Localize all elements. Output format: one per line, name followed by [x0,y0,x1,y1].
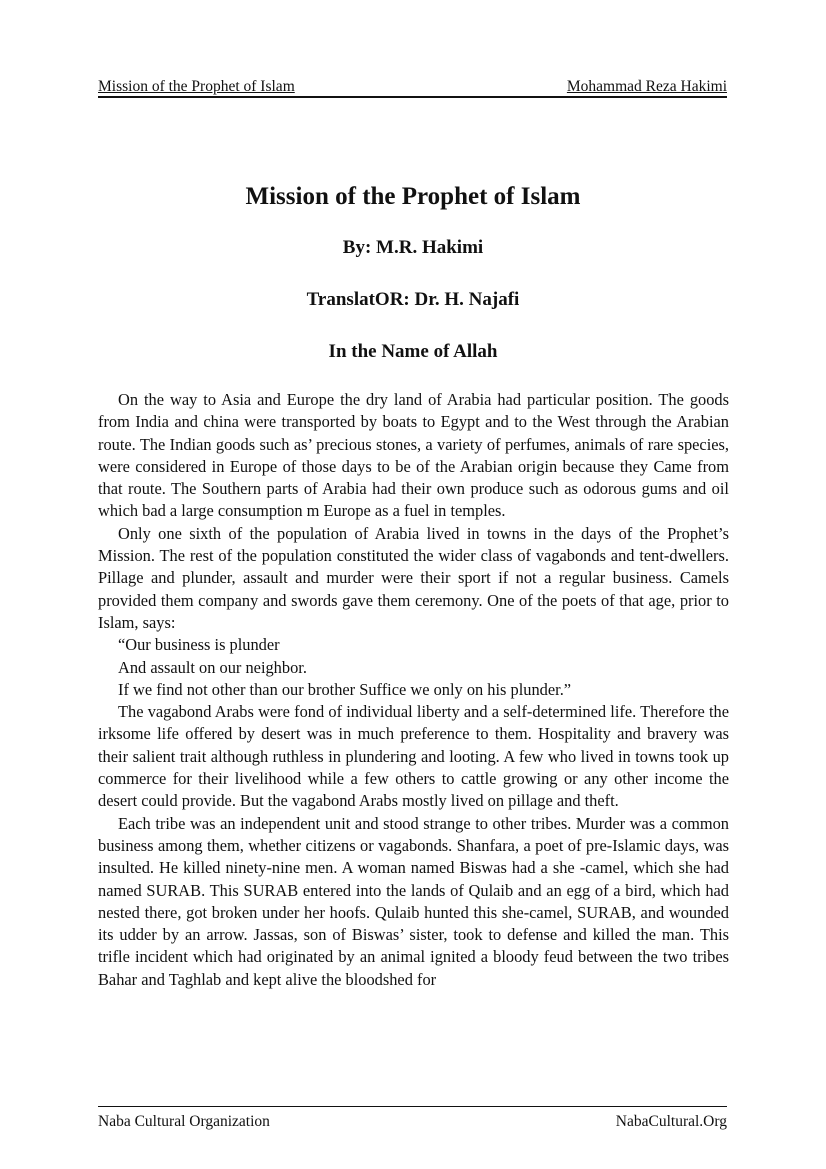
paragraph: Only one sixth of the population of Arabia lived in towns in the days of the Prophet’s Mission. The rest of the population constituted the wider class of vagabonds and tent-dwellers. Pillage and plunder, assault and murder were their sport if not a regular business. Camels provided them company and swords gave them ceremony. One of the poets of that age, prior to Islam, says: [98,523,729,632]
footer-website: NabaCultural.Org [615,1113,727,1130]
header-book-title: Mission of the Prophet of Islam [98,78,295,95]
running-header [98,78,727,98]
body-text [98,389,729,991]
paragraph: The vagabond Arabs were fond of individual liberty and a self-determined life. Therefore the irksome life offered by desert was in much preference to them. Hospitality and bravery was their salient trait although ruthless in plundering and looting. A few who lived in towns took up commerce for their livelihood while a few others to cattle growing or any other income the desert could provide. But the vagabond Arabs mostly lived on pillage and theft. [98,702,729,811]
author-line: By: M.R. Hakimi [342,237,484,258]
paragraph: On the way to Asia and Europe the dry land of Arabia had particular position. The goods from India and china were transported by boats to Egypt and to the West through the Arabian route. The Indian goods such as’ precious stones, a variety of perfumes, animals of rare species, were considered in Europe of those days to be of the Arabian origin because they Came from that route. The Southern parts of Arabia had their own produce such as odorous gums and oil which bad a large consumption m Europe as a fuel in temples. [98,390,729,521]
running-footer [98,1106,727,1132]
verse-line: If we find not other than our brother Suffice we only on his plunder.” [118,679,572,699]
verse-line: And assault on our neighbor. [118,657,307,677]
header-author: Mohammad Reza Hakimi [566,78,727,95]
translator-line: TranslatOR: Dr. H. Najafi [306,289,520,310]
footer-organization: Naba Cultural Organization [98,1113,270,1130]
page-title: Mission of the Prophet of Islam [245,183,581,210]
invocation-heading: In the Name of Allah [328,341,498,362]
paragraph: Each tribe was an independent unit and stood strange to other tribes. Murder was a common business among them, whether citizens or vagabonds. Shanfara, a poet of pre-Islamic days, was insulted. He killed ninety-nine men. A woman named Biswas had a she -camel, which she had named SURAB. This SURAB entered into the lands of Qulaib and an egg of a bird, which had nested there, got broken under her hoofs. Qulaib hunted this she-camel, SURAB, and wounded its udder by an arrow. Jassas, son of Biswas’ sister, took to defense and killed the man. This trifle incident which had originated by an animal ignited a bloody feud between the two tribes Bahar and Taghlab and kept alive the bloodshed for [98,813,729,989]
verse-line: “Our business is plunder [118,635,280,655]
